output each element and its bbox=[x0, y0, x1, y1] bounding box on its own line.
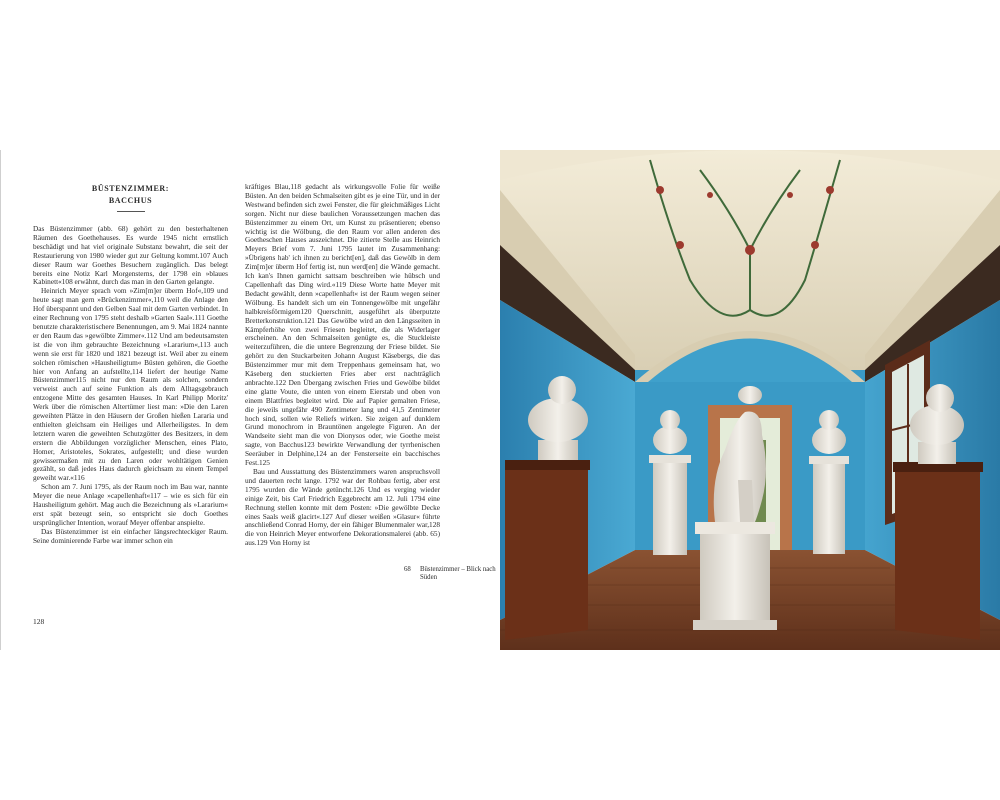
caption-text: Büstenzimmer – Blick nach Süden bbox=[420, 566, 496, 581]
left-cabinet bbox=[505, 468, 588, 640]
paragraph: Heinrich Meyer sprach vom »Zim[m]er überm Hof«,109 und heute sagt man gern »Brückenzimmer«,110 weil die Anlage den Hof überspannt und den Gelben Saal mit dem Garten verbindet. In einer Rechnung von 1795 steht deshalb »Garten Saal«.111 Goethe benutzte charakteristischere Benennungen, am 9. Mai 1824 nannte er den Raum das »gewölbte Zimmer«.112 Und am bedeutsamsten ist die von ihm gebrauchte Bezeichnung »Lararium«,113 auch wenn sie erst für 1820 und 1821 bezeugt ist. Weil aber zu einem solchen römischen »Hausheiligtum« Büsten gehören, die Goethe hier von Anfang an aufstellte,114 liefert der heutige Name Büstenzimmer115 nicht nur den Raum als solchen, sondern verweist auch auf seine Funktion als dem Alltagsgebrauch entzogene Mitte des gesamten Hauses. In Karl Philipp Moritz' Werk über die römischen Altertümer liest man: »Die den Laren geweihten Plätze in den Häusern der Großen hießen Lararia und enthielten gleichsam ein Heiliges und Allerheiligstes. In dem letztern waren die geweihten Schutzgötter des Besitzers, in dem erstern die Abbildungen vorzüglicher Menschen, eines Plato, Homer, Aristoteles, Sokrates, aufgestellt; und diese wurden gewissermaßen mit zu den Laren oder wohltätigen Genien gezählt, so daß jedes Haus dadurch gleichsam zu einem Tempel geweiht war.«116 bbox=[33, 286, 228, 483]
heading-line-2: BACCHUS bbox=[108, 196, 153, 205]
paragraph: Das Büstenzimmer ist ein einfacher längsrechteckiger Raum. Seine dominierende Farbe war immer schon ein bbox=[33, 526, 228, 545]
text-column-1 bbox=[33, 183, 228, 629]
page-edge-left bbox=[0, 150, 1, 650]
caption-number: 68 bbox=[404, 566, 411, 573]
text-column-2 bbox=[245, 183, 440, 629]
right-cabinet bbox=[895, 468, 980, 640]
section-heading bbox=[33, 183, 228, 207]
heading-line-1: BÜSTENZIMMER: bbox=[91, 184, 170, 193]
paragraph: Das Büstenzimmer (abb. 68) gehört zu den besterhaltenen Räumen des Goethehauses. Es wurde 1945 nicht ernstlich beschädigt und hat viel originale Substanz bewahrt, die seit der Restaurierung von 1980 wieder gut zur Geltung kommt.107 Auch dieser Raum war Goethes Besuchern zugänglich. Das belegt bereits eine Notiz Karl Morgensterns, der 1798 ein »blaues Kabinett«108 erwähnt, durch das man in den Garten gelangte. bbox=[33, 224, 228, 287]
heading-rule bbox=[117, 211, 145, 212]
figure-caption bbox=[404, 566, 496, 582]
book-spread bbox=[0, 150, 1000, 650]
page-number: 128 bbox=[33, 617, 45, 626]
paragraph: Schon am 7. Juni 1795, als der Raum noch im Bau war, nannte Meyer die neue Anlage »capellenhaft«117 – wie es sich für ein Hausheiligtum gehört. Mag auch die Bezeichnung als »Lararium« erst spät bezeugt sein, so entspricht sie doch Goethes ursprünglicher Intention, worauf Meyer offenbar anspielte. bbox=[33, 482, 228, 527]
paragraph: kräftiges Blau,118 gedacht als wirkungsvolle Folie für weiße Büsten. An den beiden Schmalseiten gibt es je eine Tür, und in der Westwand befinden sich zwei Fenster, die für gleichmäßiges Licht sorgen. Nicht nur diese baulichen Voraussetzungen machen das Büstenzimmer zu einem Ort, um Kunst zu präsentieren; ebenso wichtig ist die Wölbung, die den Raum vor allen anderen des Goetheschen Hauses auszeichnet. Die zitierte Stelle aus Heinrich Meyers Brief vom 7. Juni 1795 lautet im Zusammenhang: »Übrigens hab' ich ihnen zu bericht[en], daß das Gewölb in dem Zim[m]er überm Hof fertig ist, nun werd[en] die Wände gemacht. Ich kan's Ihnen garnicht sattsam beschreiben wie hübsch und Capellenhaft das Ding wird.«119 Diese Worte hatte Meyer mit Bedacht gewählt, denn »capellenhaft« ist der Raum wegen seiner Wölbung. Es handelt sich um ein Tonnengewölbe mit ungefähr halbkreisförmigem120 Querschnitt, ausgeführt als überputzte Bretterkonstruktion.121 Das Gewölbe wird an den Längsseiten in Kämpferhöhe von zwei Friesen begleitet, die als Widerlager erscheinen. An den Schmalseiten genügte es, die Stuckleiste weiterzuführen, die die untere Begrenzung der Friese bildet. Sie gehört zu den Stuckarbeiten Johann August Käsebergs, die das Büstenzimmer mur mit dem Treppenhaus gemeinsam hat, wo Käseberg den stuckierten Fries aber erst nachträglich anbrachte.122 Den Übergang zwischen Fries und Gewölbe bildet eine glatte Voute, die unten von einem Eierstab und oben von einem Blattfries begleitet wird. Die auf Papier gemalten Friese, die jeweils ungefähr 490 Zentimeter lang und 41,5 Zentimeter hoch sind, sollen wie Reliefs wirken. Sie zeigen auf dunklem Grund monochrom in Brauntönen angelegte Figuren. An der Wandseite sieht man die von Dionysos oder, wie Goethe meist sagte, von Bacchus123 bewirkte Verwandlung der tyrrhenischen Seeräuber in Delphine,124 an der Fensterseite ein bacchisches Fest.125 bbox=[245, 183, 440, 468]
paragraph: Bau und Ausstattung des Büstenzimmers waren anspruchsvoll und dauerten recht lange. 1792 war der Rohbau fertig, aber erst 1795 wurden die Wände getüncht.126 Und es verging wieder einige Zeit, bis Carl Friedrich Eggebrecht am 12. Juli 1794 eine Rechnung stellen konnte mit dem Posten: »Die gewölbte Decke eines Saals weiß glacirt«.127 Auf dieser weißen »Glasur« führte anschließend Conrad Horny, der ein fähiger Blumenmaler war,128 die von Heinrich Meyer entworfene Dekorationsmalerei (abb. 65) aus.129 Von Horny ist bbox=[245, 467, 440, 548]
photo-bustenzimmer bbox=[500, 150, 1000, 650]
door-top-bust bbox=[738, 386, 762, 404]
